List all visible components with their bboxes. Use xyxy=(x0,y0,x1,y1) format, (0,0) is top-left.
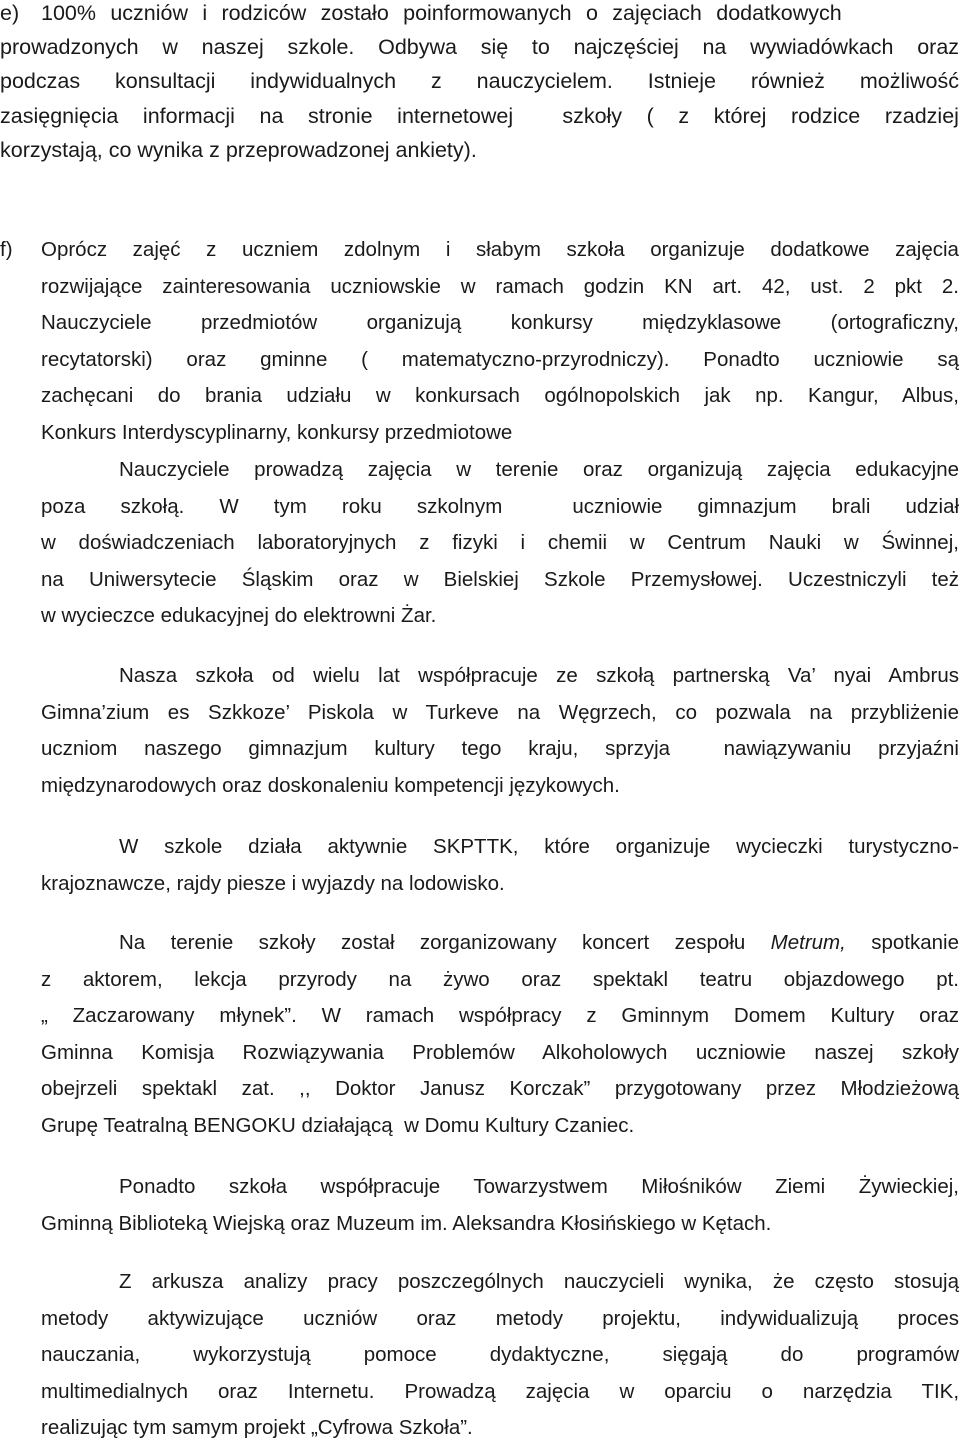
section-e-label: e) xyxy=(0,1,20,25)
paragraph-line: Gminną Biblioteką Wiejską oraz Muzeum im. Aleksandra Kłosińskiego w Kętach. xyxy=(41,1211,772,1235)
paragraph-line: realizując tym samym projekt „Cyfrowa Szkoła”. xyxy=(41,1416,473,1440)
paragraph-line: w wycieczce edukacyjnej do elektrowni Żar. xyxy=(41,604,437,628)
paragraph-skpttk xyxy=(41,829,959,902)
section-f-line-4: recytatorski) oraz gminne ( matematyczno-przyrodniczy). Ponadto uczniowie są xyxy=(41,347,959,371)
paragraph-line: nauczania, wykorzystują pomoce dydaktyczne, sięgają do programów xyxy=(41,1343,960,1367)
section-e-line-3: podczas konsultacji indywidualnych z nauczycielem. Istnieje również możliwość xyxy=(0,69,959,94)
paragraph-line: „ Zaczarowany młynek”. W ramach współpracy z Gminnym Domem Kultury oraz xyxy=(41,1004,959,1028)
paragraph-line: Na terenie szkoły został zorganizowany koncert zespołu Metrum, spotkanie xyxy=(119,931,959,954)
section-f-label: f) xyxy=(0,238,13,261)
section-e-line-2: prowadzonych w naszej szkole. Odbywa się to najczęściej na wywiadówkach oraz xyxy=(0,35,960,60)
band-name: Metrum, xyxy=(770,931,846,954)
section-e xyxy=(0,0,959,167)
paragraph-line: międzynarodowych oraz doskonaleniu kompetencji językowych. xyxy=(41,773,620,797)
paragraph-line: multimedialnych oraz Internetu. Prowadzą zajęcia w oparciu o narzędzia TIK, xyxy=(41,1379,960,1403)
section-f-line-5: zachęcani do brania udziału w konkursach ogólnopolskich jak np. Kangur, Albus, xyxy=(41,384,959,408)
section-f-line-1: Oprócz zajęć z uczniem zdolnym i słabym szkoła organizuje dodatkowe zajęcia xyxy=(41,238,959,261)
paragraph-line: Nasza szkoła od wielu lat współpracuje ze szkołą partnerską Va’ nyai Ambrus xyxy=(119,664,960,687)
paragraph-line: krajoznawcze, rajdy piesze i wyjazdy na lodowisko. xyxy=(41,871,505,895)
section-e-line-1: 100% uczniów i rodziców zostało poinformowanych o zajęciach dodatkowych xyxy=(41,1,842,25)
paragraph-line: z aktorem, lekcja przyrody na żywo oraz spektakl teatru objazdowego pt. xyxy=(41,967,959,991)
paragraph-line: W szkole działa aktywnie SKPTTK, które organizuje wycieczki turystyczno- xyxy=(119,835,959,858)
paragraph-line: Nauczyciele prowadzą zajęcia w terenie oraz organizują zajęcia edukacyjne xyxy=(119,458,960,481)
section-f xyxy=(0,232,959,452)
paragraph-line: Gimna’zium es Szkkoze’ Piskola w Turkeve na Węgrzech, co pozwala na przybliżenie xyxy=(41,700,959,724)
paragraph-line: uczniom naszego gimnazjum kultury tego kraju, sprzyja nawiązywaniu przyjaźni xyxy=(41,737,959,761)
paragraph-line: na Uniwersytecie Śląskim oraz w Bielskiej Szkole Przemysłowej. Uczestniczyli też xyxy=(41,567,960,591)
section-f-line-6: Konkurs Interdyscyplinarny, konkursy przedmiotowe xyxy=(41,420,513,444)
paragraph-line: Grupę Teatralną BENGOKU działającą w Domu Kultury Czaniec. xyxy=(41,1113,635,1137)
paragraph-line: Gminna Komisja Rozwiązywania Problemów Alkoholowych uczniowie naszej szkoły xyxy=(41,1040,960,1064)
section-e-line-4: zasięgnięcia informacji na stronie internetowej szkoły ( z której rodzice rzadziej xyxy=(0,103,959,128)
section-f-line-2: rozwijające zainteresowania uczniowskie w ramach godzin KN art. 42, ust. 2 pkt 2. xyxy=(41,274,959,298)
section-f-line-3: Nauczyciele przedmiotów organizują konkursy międzyklasowe (ortograficzny, xyxy=(41,311,959,335)
section-e-line-5: korzystają, co wynika z przeprowadzonej ankiety). xyxy=(0,137,477,162)
paragraph-field-trips xyxy=(41,452,959,635)
paragraph-line: w doświadczeniach laboratoryjnych z fizyki i chemii w Centrum Nauki w Świnnej, xyxy=(41,531,959,555)
paragraph-line: Ponadto szkoła współpracuje Towarzystwem Miłośników Ziemi Żywieckiej, xyxy=(119,1175,959,1198)
paragraph-concert xyxy=(41,925,959,1145)
paragraph-line: obejrzeli spektakl zat. ,, Doktor Janusz Korczak” przygotowany przez Młodzieżową xyxy=(41,1077,960,1101)
paragraph-teacher-analysis xyxy=(41,1264,959,1447)
paragraph-cooperation xyxy=(41,1169,959,1242)
paragraph-line: poza szkołą. W tym roku szkolnym uczniowie gimnazjum brali udział xyxy=(41,494,960,518)
paragraph-partner-school xyxy=(41,658,959,804)
paragraph-line: Z arkusza analizy pracy poszczególnych nauczycieli wynika, że często stosują xyxy=(119,1270,959,1293)
paragraph-line: metody aktywizujące uczniów oraz metody projektu, indywidualizują proces xyxy=(41,1306,959,1330)
